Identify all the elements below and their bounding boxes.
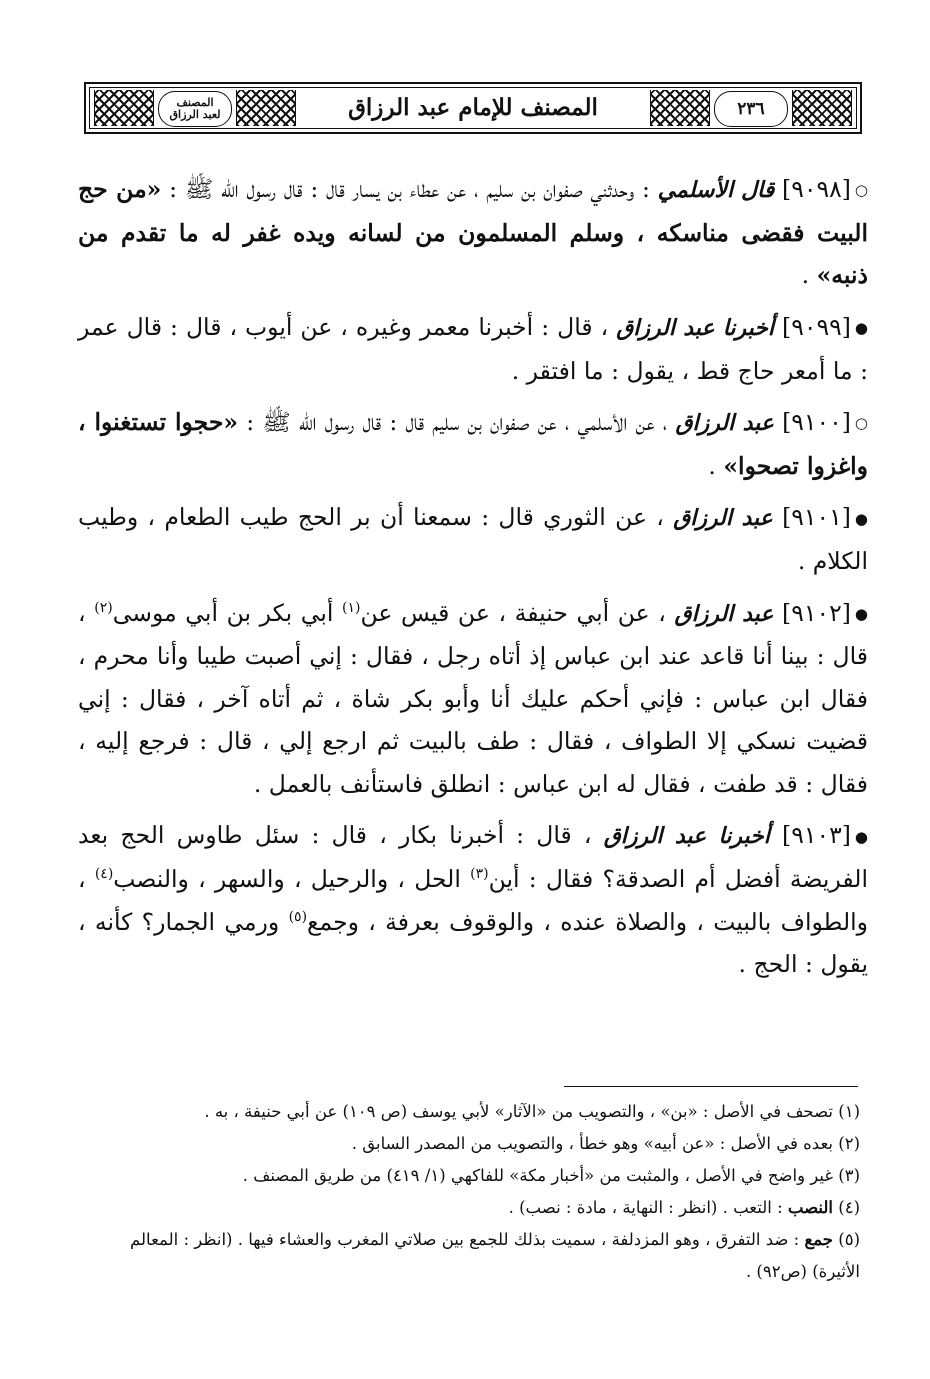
hadith-text: ، والطواف بالبيت ، والصلاة عنده ، والوقوف بعرفة ، وجمع — [78, 865, 868, 936]
hadith-number: [٩١٠٣] — [782, 821, 851, 850]
hadith-9099 — [78, 306, 868, 392]
footnote-number: (١) — [838, 1102, 860, 1121]
ornament-right-inner — [650, 90, 710, 126]
hadith-prophetic-quote: «من حج البيت فقضى مناسكه ، وسلم المسلمون من لسانه ويده غفر له ما تقدم من ذنبه» — [78, 175, 868, 290]
hadith-text: ، قال : بينا أنا قاعد عند ابن عباس إذ أتاه رجل ، فقال : إني أصبت طيبا وأنا محرم ، فقال ابن عباس : فإني أحكم عليك أنا وأبو بكر شاة ، ثم أتاه آخر ، فقال : إني قضيت نسكي إلا الطواف ، فقال : طف بالبيت ثم ارجع إلي ، قال : فرجع إليه ، فقال : قد طفت ، فقال له ابن عباس : انطلق فاستأنف بالعمل . — [78, 598, 868, 798]
hadith-chain-opening: عبد الرزاق — [674, 600, 774, 627]
hadith-number: [٩١٠١] — [782, 503, 851, 532]
hadith-marker: ○ — [854, 181, 868, 200]
hadith-9103 — [78, 814, 868, 985]
footnote-text: غير واضح في الأصل ، والمثبت من «أخبار مكة» للفاكهي (١/ ٤١٩) من طريق المصنف . — [242, 1166, 833, 1185]
footnote-ref-2[interactable]: (٢) — [94, 599, 113, 616]
hadith-number: [٩٠٩٩] — [782, 312, 851, 341]
hadith-number: [٩١٠٠] — [782, 408, 851, 436]
ornament-right-outer — [792, 90, 852, 126]
hadith-prophetic-quote: «حجوا تستغنوا ، واغزوا تصحوا» — [78, 408, 868, 480]
hadith-chain-opening: عبد الرزاق — [675, 410, 774, 436]
footnote-ref-1[interactable]: (١) — [342, 599, 361, 616]
footnote-number: (٥) — [838, 1230, 860, 1249]
hadith-text: ، عن الأسلمي ، عن صفوان بن سليم قال : قال رسول الله ﷺ : — [246, 408, 668, 436]
footnote-number: (٤) — [838, 1198, 860, 1217]
hadith-marker: ● — [854, 827, 868, 846]
running-header — [84, 82, 862, 134]
hadith-chain-opening: عبد الرزاق — [673, 505, 773, 532]
footnote-ref-5[interactable]: (٥) — [288, 908, 308, 925]
page-number: ٢٣٦ — [714, 91, 788, 127]
footnote-4 — [78, 1192, 860, 1224]
hadith-chain-opening: أخبرنا عبد الرزاق — [603, 823, 770, 850]
page-title: المصنف للإمام عبد الرزاق — [348, 93, 598, 121]
hadith-chain-opening: قال الأسلمي — [657, 177, 775, 203]
footnote-1 — [78, 1096, 860, 1128]
footnote-number: (٣) — [838, 1166, 860, 1185]
hadith-text: ورمي الجمار؟ كأنه ، يقول : الحج . — [78, 907, 868, 978]
footnote-2 — [78, 1128, 860, 1160]
footnote-3 — [78, 1160, 860, 1192]
footnote-text: : ضد التفرق ، وهو المزدلفة ، سميت بذلك للجمع بين صلاتي المغرب والعشاء فيها . (انظر : المعالم الأثيرة) (ص٩٢) . — [130, 1230, 860, 1281]
footnote-text: بعده في الأصل : «عن أبيه» وهو خطأ ، والتصويب من المصدر السابق . — [351, 1134, 833, 1153]
hadith-text: أبي بكر بن أبي موسى — [112, 598, 334, 627]
hadith-text-end: . — [801, 261, 810, 290]
footnote-text: : التعب . (انظر : النهاية ، مادة : نصب) . — [508, 1198, 783, 1217]
hadith-marker: ● — [854, 509, 868, 528]
hadith-text: الحل ، والرحيل ، والسهر ، والنصب — [113, 865, 461, 893]
ornament-left-outer — [94, 90, 154, 126]
hadith-number: [٩١٠٢] — [782, 598, 851, 627]
hadith-9101 — [78, 496, 868, 582]
footnote-separator — [564, 1086, 858, 1087]
hadith-text: ، عن الثوري قال : سمعنا أن بر الحج طيب الطعام ، وطيب الكلام . — [78, 503, 868, 575]
hadith-text: ، قال : أخبرنا معمر وغيره ، عن أيوب ، قال : قال عمر : ما أمعر حاج قط ، يقول : ما افتقر . — [78, 312, 868, 385]
book-logo-line1: المصنف — [176, 96, 214, 109]
hadith-text: : وحدثني صفوان بن سليم ، عن عطاء بن يسار قال : قال رسول الله ﷺ : — [169, 175, 650, 203]
footnote-5 — [78, 1224, 860, 1288]
book-logo-medallion — [158, 91, 232, 127]
hadith-9102 — [78, 592, 868, 806]
hadith-chain-opening: أخبرنا عبد الرزاق — [616, 314, 775, 341]
hadith-number: [٩٠٩٨] — [782, 175, 851, 203]
hadith-text-end: . — [708, 451, 716, 480]
main-text — [78, 168, 868, 995]
footnotes — [78, 1096, 860, 1288]
ornament-left-inner — [236, 90, 296, 126]
footnote-term: جمع — [804, 1230, 833, 1249]
hadith-text: ، قال : أخبرنا بكار ، قال : سئل طاوس الحج بعد الفريضة أفضل أم الصدقة؟ فقال : أين — [78, 821, 868, 893]
footnote-number: (٢) — [838, 1134, 860, 1153]
hadith-9098 — [78, 168, 868, 297]
book-logo-line2: لعبد الرزاق — [169, 108, 221, 121]
hadith-9100 — [78, 401, 868, 487]
footnote-text: تصحف في الأصل : «بن» ، والتصويب من «الآثار» لأبي يوسف (ص ١٠٩) عن أبي حنيفة ، به . — [204, 1102, 833, 1121]
footnote-term: النصب — [787, 1198, 833, 1217]
hadith-marker: ○ — [854, 414, 868, 433]
hadith-text: ، عن أبي حنيفة ، عن قيس عن — [360, 598, 666, 627]
hadith-marker: ● — [854, 319, 868, 337]
footnote-ref-4[interactable]: (٤) — [94, 866, 114, 883]
hadith-marker: ● — [854, 604, 868, 623]
footnote-ref-3[interactable]: (٣) — [470, 866, 489, 883]
